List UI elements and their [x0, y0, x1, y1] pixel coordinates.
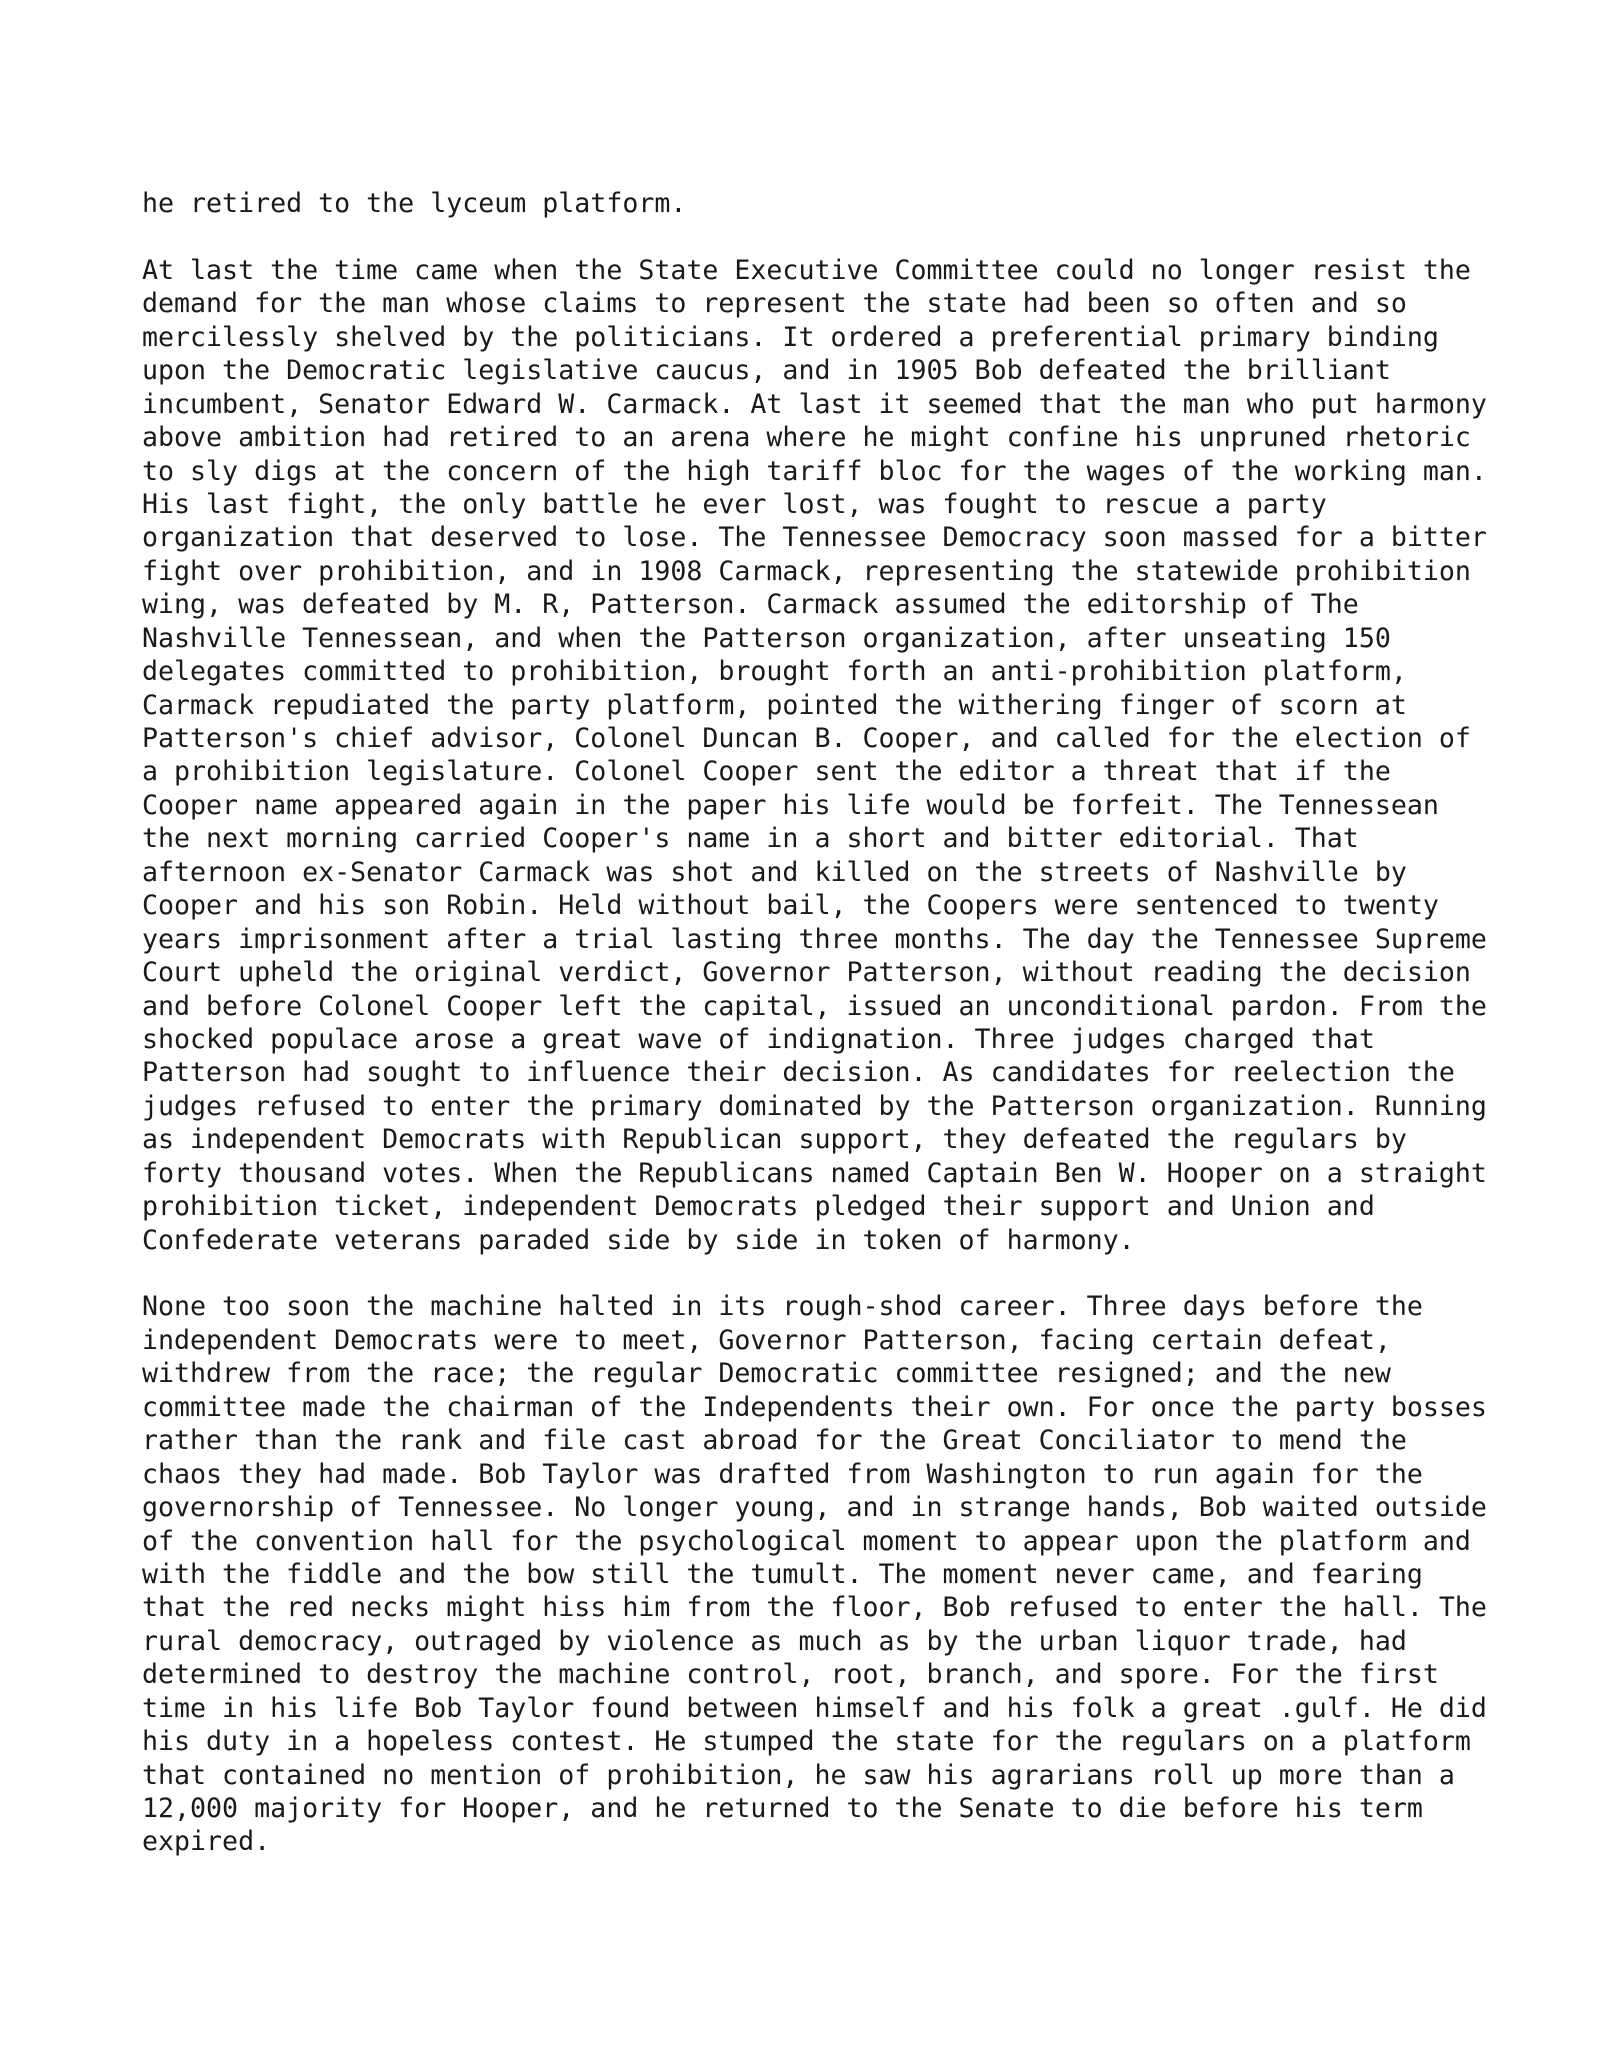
text-line: afternoon ex-Senator Carmack was shot and killed on the streets of Nashville by: [142, 856, 1407, 888]
text-line: mercilessly shelved by the politicians. It ordered a preferential primary binding: [142, 321, 1439, 353]
text-line: chaos they had made. Bob Taylor was drafted from Washington to run again for the: [142, 1458, 1423, 1490]
text-line: expired.: [142, 1826, 271, 1858]
paragraph-gap: [142, 220, 1542, 253]
text-line: rural democracy, outraged by violence as much as by the urban liquor trade, had: [142, 1625, 1407, 1657]
text-line: fight over prohibition, and in 1908 Carmack, representing the statewide prohibition: [142, 555, 1471, 587]
text-line: prohibition ticket, independent Democrats pledged their support and Union and: [142, 1191, 1375, 1223]
text-line: above ambition had retired to an arena where he might confine his unpruned rhetoric: [142, 422, 1471, 454]
text-line: of the convention hall for the psychological moment to appear upon the platform and: [142, 1525, 1471, 1557]
text-line: independent Democrats were to meet, Governor Patterson, facing certain defeat,: [142, 1324, 1391, 1356]
text-line: the next morning carried Cooper's name in a short and bitter editorial. That: [142, 823, 1359, 855]
text-line: Nashville Tennessean, and when the Patterson organization, after unseating 150: [142, 622, 1391, 654]
text-line: time in his life Bob Taylor found between himself and his folk a great .gulf. He did: [142, 1692, 1487, 1724]
text-line: Patterson had sought to influence their decision. As candidates for reelection the: [142, 1057, 1455, 1089]
text-line: None too soon the machine halted in its rough-shod career. Three days before the: [142, 1291, 1423, 1323]
text-line: demand for the man whose claims to represent the state had been so often and so: [142, 288, 1407, 320]
text-line: with the fiddle and the bow still the tumult. The moment never came, and fearing: [142, 1558, 1423, 1590]
text-line: His last fight, the only battle he ever lost, was fought to rescue a party: [142, 488, 1327, 520]
text-line: rather than the rank and file cast abroad for the Great Conciliator to mend the: [142, 1425, 1407, 1457]
text-line: that the red necks might hiss him from the floor, Bob refused to enter the hall. The: [142, 1592, 1487, 1624]
text-line: judges refused to enter the primary dominated by the Patterson organization. Running: [142, 1090, 1487, 1122]
paragraph: [142, 254, 1542, 1257]
text-line: shocked populace arose a great wave of indignation. Three judges charged that: [142, 1023, 1375, 1055]
paragraph-gap: [142, 1257, 1542, 1290]
text-line: and before Colonel Cooper left the capital, issued an unconditional pardon. From the: [142, 990, 1487, 1022]
text-line: Cooper name appeared again in the paper his life would be forfeit. The Tennessean: [142, 789, 1439, 821]
text-line: years imprisonment after a trial lasting three months. The day the Tennessee Supreme: [142, 923, 1487, 955]
text-line: forty thousand votes. When the Republicans named Captain Ben W. Hooper on a straight: [142, 1157, 1487, 1189]
text-line: determined to destroy the machine control, root, branch, and spore. For the first: [142, 1659, 1439, 1691]
text-line: delegates committed to prohibition, brought forth an anti-prohibition platform,: [142, 656, 1407, 688]
text-line: as independent Democrats with Republican support, they defeated the regulars by: [142, 1124, 1407, 1156]
document-body: [142, 187, 1542, 1859]
text-line: incumbent, Senator Edward W. Carmack. At last it seemed that the man who put harmony: [142, 388, 1487, 420]
text-line: that contained no mention of prohibition, he saw his agrarians roll up more than a: [142, 1759, 1455, 1791]
text-line: Confederate veterans paraded side by side in token of harmony.: [142, 1224, 1135, 1256]
text-line: his duty in a hopeless contest. He stumped the state for the regulars on a platform: [142, 1726, 1471, 1758]
text-line: he retired to the lyceum platform.: [142, 188, 687, 219]
text-line: Court upheld the original verdict, Governor Patterson, without reading the decision: [142, 957, 1471, 989]
text-line: withdrew from the race; the regular Democratic committee resigned; and the new: [142, 1358, 1391, 1390]
text-line: wing, was defeated by M. R, Patterson. Carmack assumed the editorship of The: [142, 589, 1359, 621]
text-line: At last the time came when the State Executive Committee could no longer resist the: [142, 254, 1471, 286]
paragraph: [142, 1290, 1542, 1858]
text-line: committee made the chairman of the Independents their own. For once the party bosses: [142, 1391, 1487, 1423]
text-line: 12,000 majority for Hooper, and he returned to the Senate to die before his term: [142, 1793, 1423, 1824]
text-line: Cooper and his son Robin. Held without bail, the Coopers were sentenced to twenty: [142, 890, 1439, 922]
text-line: Patterson's chief advisor, Colonel Duncan B. Cooper, and called for the election of: [142, 723, 1471, 754]
text-line: governorship of Tennessee. No longer young, and in strange hands, Bob waited outside: [142, 1492, 1487, 1524]
text-line: organization that deserved to lose. The Tennessee Democracy soon massed for a bitter: [142, 522, 1487, 554]
paragraph: [142, 187, 1542, 220]
text-line: Carmack repudiated the party platform, pointed the withering finger of scorn at: [142, 689, 1407, 721]
text-line: upon the Democratic legislative caucus, and in 1905 Bob defeated the brilliant: [142, 355, 1391, 387]
text-line: to sly digs at the concern of the high tariff bloc for the wages of the working man.: [142, 455, 1487, 487]
text-line: a prohibition legislature. Colonel Cooper sent the editor a threat that if the: [142, 756, 1391, 788]
